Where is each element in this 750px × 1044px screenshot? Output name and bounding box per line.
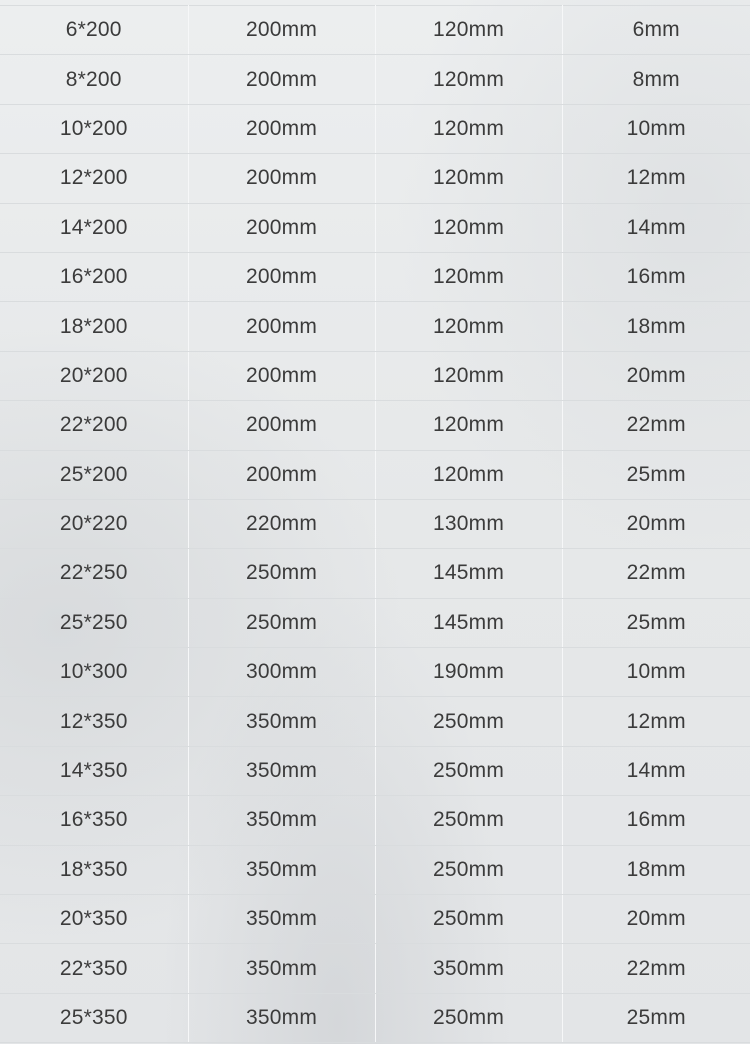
spec-cell-length: 200mm [188, 302, 375, 351]
spec-cell-thickness: 10mm [562, 648, 750, 697]
spec-cell-length: 300mm [188, 648, 375, 697]
spec-cell-width: 120mm [375, 6, 562, 55]
spec-cell-thickness: 14mm [562, 203, 750, 252]
spec-cell-width: 250mm [375, 796, 562, 845]
spec-cell-size: 6*200 [0, 6, 188, 55]
spec-cell-width: 250mm [375, 895, 562, 944]
spec-cell-size: 20*200 [0, 351, 188, 400]
spec-cell-length: 350mm [188, 697, 375, 746]
spec-cell-thickness: 20mm [562, 499, 750, 548]
spec-cell-length: 350mm [188, 796, 375, 845]
spec-cell-thickness: 20mm [562, 895, 750, 944]
spec-cell-size: 18*350 [0, 845, 188, 894]
spec-cell-thickness: 12mm [562, 154, 750, 203]
table-row [0, 895, 750, 944]
spec-cell-length: 200mm [188, 252, 375, 301]
spec-cell-size: 8*200 [0, 55, 188, 104]
table-row [0, 302, 750, 351]
spec-cell-thickness: 25mm [562, 993, 750, 1042]
spec-cell-width: 120mm [375, 55, 562, 104]
spec-cell-thickness: 6mm [562, 6, 750, 55]
spec-cell-width: 250mm [375, 746, 562, 795]
spec-cell-width: 120mm [375, 252, 562, 301]
spec-cell-width: 120mm [375, 154, 562, 203]
table-row [0, 104, 750, 153]
spec-cell-thickness: 25mm [562, 598, 750, 647]
table-row [0, 746, 750, 795]
spec-cell-size: 25*200 [0, 450, 188, 499]
spec-cell-size: 22*250 [0, 549, 188, 598]
spec-cell-width: 350mm [375, 944, 562, 993]
spec-cell-width: 145mm [375, 598, 562, 647]
table-row [0, 549, 750, 598]
table-row [0, 154, 750, 203]
table-row [0, 598, 750, 647]
spec-cell-length: 220mm [188, 499, 375, 548]
spec-cell-thickness: 8mm [562, 55, 750, 104]
spec-cell-length: 350mm [188, 993, 375, 1042]
spec-cell-size: 14*350 [0, 746, 188, 795]
spec-cell-length: 200mm [188, 104, 375, 153]
spec-cell-length: 200mm [188, 55, 375, 104]
table-row [0, 845, 750, 894]
spec-cell-thickness: 12mm [562, 697, 750, 746]
spec-cell-width: 130mm [375, 499, 562, 548]
spec-cell-size: 20*350 [0, 895, 188, 944]
spec-cell-length: 250mm [188, 598, 375, 647]
spec-table-body [0, 6, 750, 1043]
spec-cell-size: 18*200 [0, 302, 188, 351]
spec-cell-size: 10*200 [0, 104, 188, 153]
spec-cell-size: 25*350 [0, 993, 188, 1042]
spec-cell-length: 200mm [188, 450, 375, 499]
spec-cell-size: 22*350 [0, 944, 188, 993]
table-row [0, 499, 750, 548]
spec-cell-width: 250mm [375, 697, 562, 746]
spec-cell-size: 12*350 [0, 697, 188, 746]
table-row [0, 648, 750, 697]
table-row [0, 252, 750, 301]
spec-cell-thickness: 16mm [562, 252, 750, 301]
table-row [0, 697, 750, 746]
spec-cell-width: 120mm [375, 401, 562, 450]
spec-cell-length: 200mm [188, 154, 375, 203]
spec-cell-width: 250mm [375, 993, 562, 1042]
table-row [0, 993, 750, 1042]
spec-cell-size: 22*200 [0, 401, 188, 450]
spec-cell-thickness: 18mm [562, 302, 750, 351]
spec-cell-size: 10*300 [0, 648, 188, 697]
spec-cell-length: 200mm [188, 6, 375, 55]
spec-cell-thickness: 25mm [562, 450, 750, 499]
table-row [0, 55, 750, 104]
spec-cell-length: 350mm [188, 895, 375, 944]
spec-cell-width: 120mm [375, 450, 562, 499]
spec-cell-size: 12*200 [0, 154, 188, 203]
spec-cell-size: 16*350 [0, 796, 188, 845]
spec-cell-width: 120mm [375, 203, 562, 252]
spec-cell-length: 350mm [188, 944, 375, 993]
spec-cell-size: 20*220 [0, 499, 188, 548]
spec-cell-width: 145mm [375, 549, 562, 598]
spec-cell-width: 120mm [375, 104, 562, 153]
spec-cell-thickness: 16mm [562, 796, 750, 845]
spec-cell-thickness: 22mm [562, 401, 750, 450]
table-row [0, 401, 750, 450]
spec-cell-width: 120mm [375, 302, 562, 351]
spec-cell-length: 200mm [188, 401, 375, 450]
table-row [0, 944, 750, 993]
spec-cell-size: 25*250 [0, 598, 188, 647]
spec-cell-thickness: 18mm [562, 845, 750, 894]
spec-cell-length: 200mm [188, 351, 375, 400]
spec-cell-width: 190mm [375, 648, 562, 697]
table-row [0, 6, 750, 55]
spec-cell-thickness: 10mm [562, 104, 750, 153]
spec-cell-thickness: 22mm [562, 549, 750, 598]
spec-cell-length: 250mm [188, 549, 375, 598]
spec-cell-thickness: 22mm [562, 944, 750, 993]
spec-table-container [0, 5, 750, 1044]
spec-cell-thickness: 20mm [562, 351, 750, 400]
spec-cell-thickness: 14mm [562, 746, 750, 795]
spec-cell-length: 350mm [188, 845, 375, 894]
spec-cell-width: 250mm [375, 845, 562, 894]
spec-cell-length: 200mm [188, 203, 375, 252]
table-row [0, 203, 750, 252]
spec-cell-length: 350mm [188, 746, 375, 795]
table-row [0, 351, 750, 400]
spec-cell-size: 14*200 [0, 203, 188, 252]
table-row [0, 450, 750, 499]
spec-cell-width: 120mm [375, 351, 562, 400]
table-row [0, 796, 750, 845]
spec-table [0, 5, 750, 1043]
spec-cell-size: 16*200 [0, 252, 188, 301]
